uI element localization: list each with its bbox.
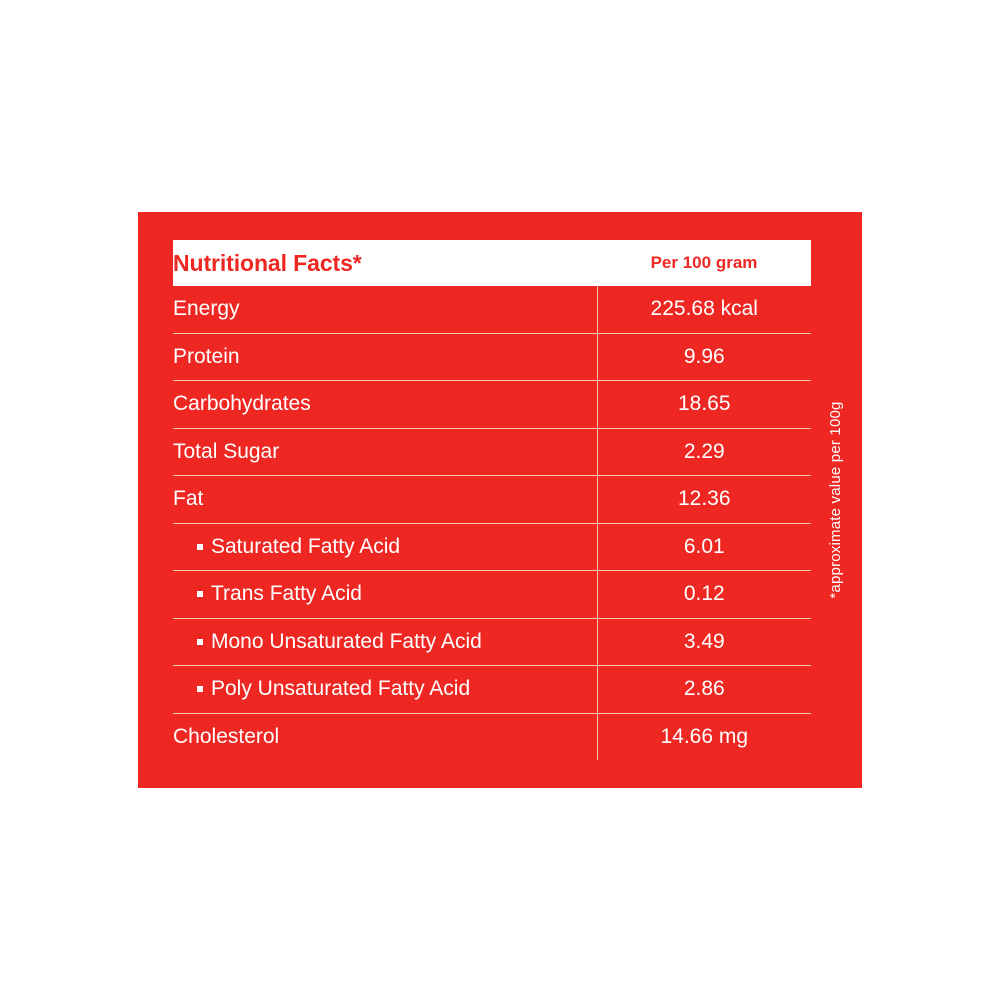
nutrient-label: Fat <box>173 476 597 524</box>
table-row <box>173 666 811 714</box>
nutrient-label <box>173 666 597 714</box>
nutrient-value: 6.01 <box>597 523 811 571</box>
nutrient-label: Energy <box>173 286 597 333</box>
bullet-icon <box>197 591 203 597</box>
nutrient-label-text: Saturated Fatty Acid <box>211 534 401 558</box>
bullet-icon <box>197 686 203 692</box>
approximate-value-note: *approximate value per 100g <box>827 401 844 599</box>
nutrient-value: 18.65 <box>597 381 811 429</box>
nutrient-label: Protein <box>173 333 597 381</box>
nutrient-label <box>173 523 597 571</box>
nutrition-facts-title: Nutritional Facts* <box>173 249 362 276</box>
table-row <box>173 333 811 381</box>
table-row <box>173 618 811 666</box>
table-row <box>173 571 811 619</box>
nutrient-value: 9.96 <box>597 333 811 381</box>
nutrient-value: 12.36 <box>597 476 811 524</box>
nutrient-value: 3.49 <box>597 618 811 666</box>
table-row <box>173 286 811 333</box>
nutrient-label: Carbohydrates <box>173 381 597 429</box>
nutrient-value: 14.66 mg <box>660 724 749 748</box>
nutrient-value: 0.12 <box>597 571 811 619</box>
nutrient-label: Cholesterol <box>173 713 597 760</box>
per-100-gram-header: Per 100 gram <box>650 253 758 272</box>
nutrition-facts-table <box>173 240 811 760</box>
bullet-icon <box>197 639 203 645</box>
nutrient-label <box>173 618 597 666</box>
nutrient-label-text: Mono Unsaturated Fatty Acid <box>211 629 482 653</box>
bullet-icon <box>197 544 203 550</box>
nutrient-value: 225.68 kcal <box>597 286 811 333</box>
nutrient-label-text: Poly Unsaturated Fatty Acid <box>211 677 471 701</box>
nutrient-label-text: Trans Fatty Acid <box>211 582 362 606</box>
table-row <box>173 476 811 524</box>
table-row <box>173 381 811 429</box>
nutrition-table-body <box>173 240 811 760</box>
table-row <box>173 523 811 571</box>
table-row <box>173 713 811 760</box>
table-row <box>173 428 811 476</box>
nutrition-facts-panel <box>138 212 862 788</box>
nutrient-value: 2.29 <box>597 428 811 476</box>
table-header-row <box>173 240 811 286</box>
nutrition-table-wrapper <box>173 240 811 760</box>
nutrient-label <box>173 571 597 619</box>
nutrient-value: 2.86 <box>597 666 811 714</box>
nutrient-label: Total Sugar <box>173 428 597 476</box>
